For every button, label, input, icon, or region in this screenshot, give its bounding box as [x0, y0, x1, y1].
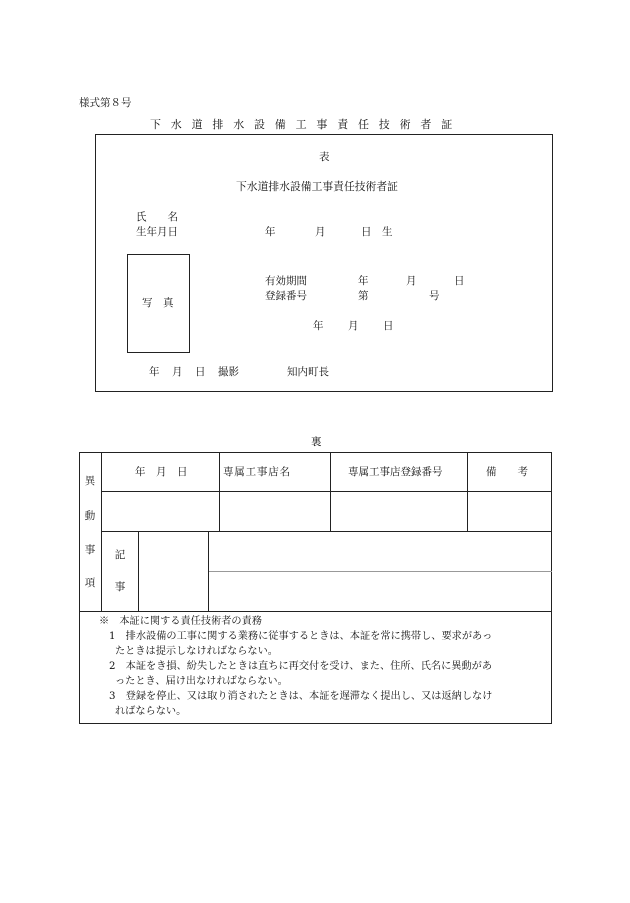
note-3-line-2: ればならない。 — [115, 706, 187, 717]
validity-month: 月 — [406, 275, 417, 287]
back-table-line — [101, 452, 102, 611]
dob-month: 月 — [315, 226, 326, 238]
card-title: 下水道排水設備工事責任技術者証 — [236, 180, 398, 193]
front-side-label: 表 — [319, 151, 330, 163]
side-char: 項 — [84, 577, 96, 589]
col-header-remarks: 備 考 — [486, 466, 528, 478]
back-table-line — [79, 611, 552, 612]
back-table-line — [208, 531, 209, 611]
photo-label: 写 真 — [142, 297, 174, 309]
kiji-char: 事 — [114, 581, 126, 593]
photo-taken-label: 撮影 — [218, 366, 239, 378]
kiji-char: 記 — [114, 549, 126, 561]
validity-day: 日 — [454, 275, 465, 287]
col-header-shop-name: 専属工事店名 — [223, 466, 291, 478]
photo-date-year: 年 — [149, 366, 160, 378]
back-table-line — [101, 531, 552, 532]
validity-label: 有効期間 — [265, 275, 307, 287]
registration-label: 登録番号 — [265, 290, 307, 302]
notes-heading: ※ 本証に関する責任技術者の責務 — [99, 616, 262, 627]
dob-day: 日 生 — [361, 226, 393, 238]
validity-year: 年 — [358, 275, 369, 287]
side-char: 異 — [84, 475, 96, 487]
note-1-line-1: 1 排水設備の工事に関する業務に従事するときは、本証を常に携帯し、要求があっ — [109, 631, 493, 642]
back-table-line — [138, 531, 139, 611]
back-table-line — [219, 452, 220, 531]
dob-year: 年 — [265, 226, 276, 238]
back-table-line — [330, 452, 331, 531]
name-label: 氏 名 — [136, 211, 178, 223]
note-2-line-2: ったとき、届け出なければならない。 — [115, 676, 288, 687]
photo-date-month: 月 — [172, 366, 183, 378]
back-table-line — [208, 571, 552, 572]
document-title: 下水道排水設備工事責任技術者証 — [150, 118, 462, 131]
dob-label: 生年月日 — [136, 226, 178, 238]
note-2-line-1: 2 本証をき損、紛失したときは直ちに再交付を受け、また、住所、氏名に異動があ — [109, 661, 493, 672]
registration-go: 号 — [429, 290, 440, 302]
photo-date-day: 日 — [195, 366, 206, 378]
side-char: 動 — [84, 510, 96, 522]
note-3-line-1: 3 登録を停止、又は取り消されたときは、本証を遅滞なく提出し、又は返納しなけ — [109, 691, 493, 702]
registration-dai: 第 — [358, 290, 369, 302]
back-table-line — [467, 452, 468, 531]
issue-year: 年 — [313, 320, 324, 332]
issue-day: 日 — [383, 320, 394, 332]
issue-month: 月 — [348, 320, 359, 332]
side-char: 事 — [84, 544, 96, 556]
col-header-date: 年 月 日 — [135, 466, 188, 478]
back-side-label: 裏 — [311, 436, 322, 448]
note-1-line-2: たときは提示しなければならない。 — [115, 646, 278, 657]
mayor-label: 知内町長 — [287, 366, 329, 378]
back-table-line — [101, 491, 552, 492]
form-number: 様式第８号 — [79, 97, 132, 109]
col-header-shop-reg: 専属工事店登録番号 — [348, 466, 443, 478]
